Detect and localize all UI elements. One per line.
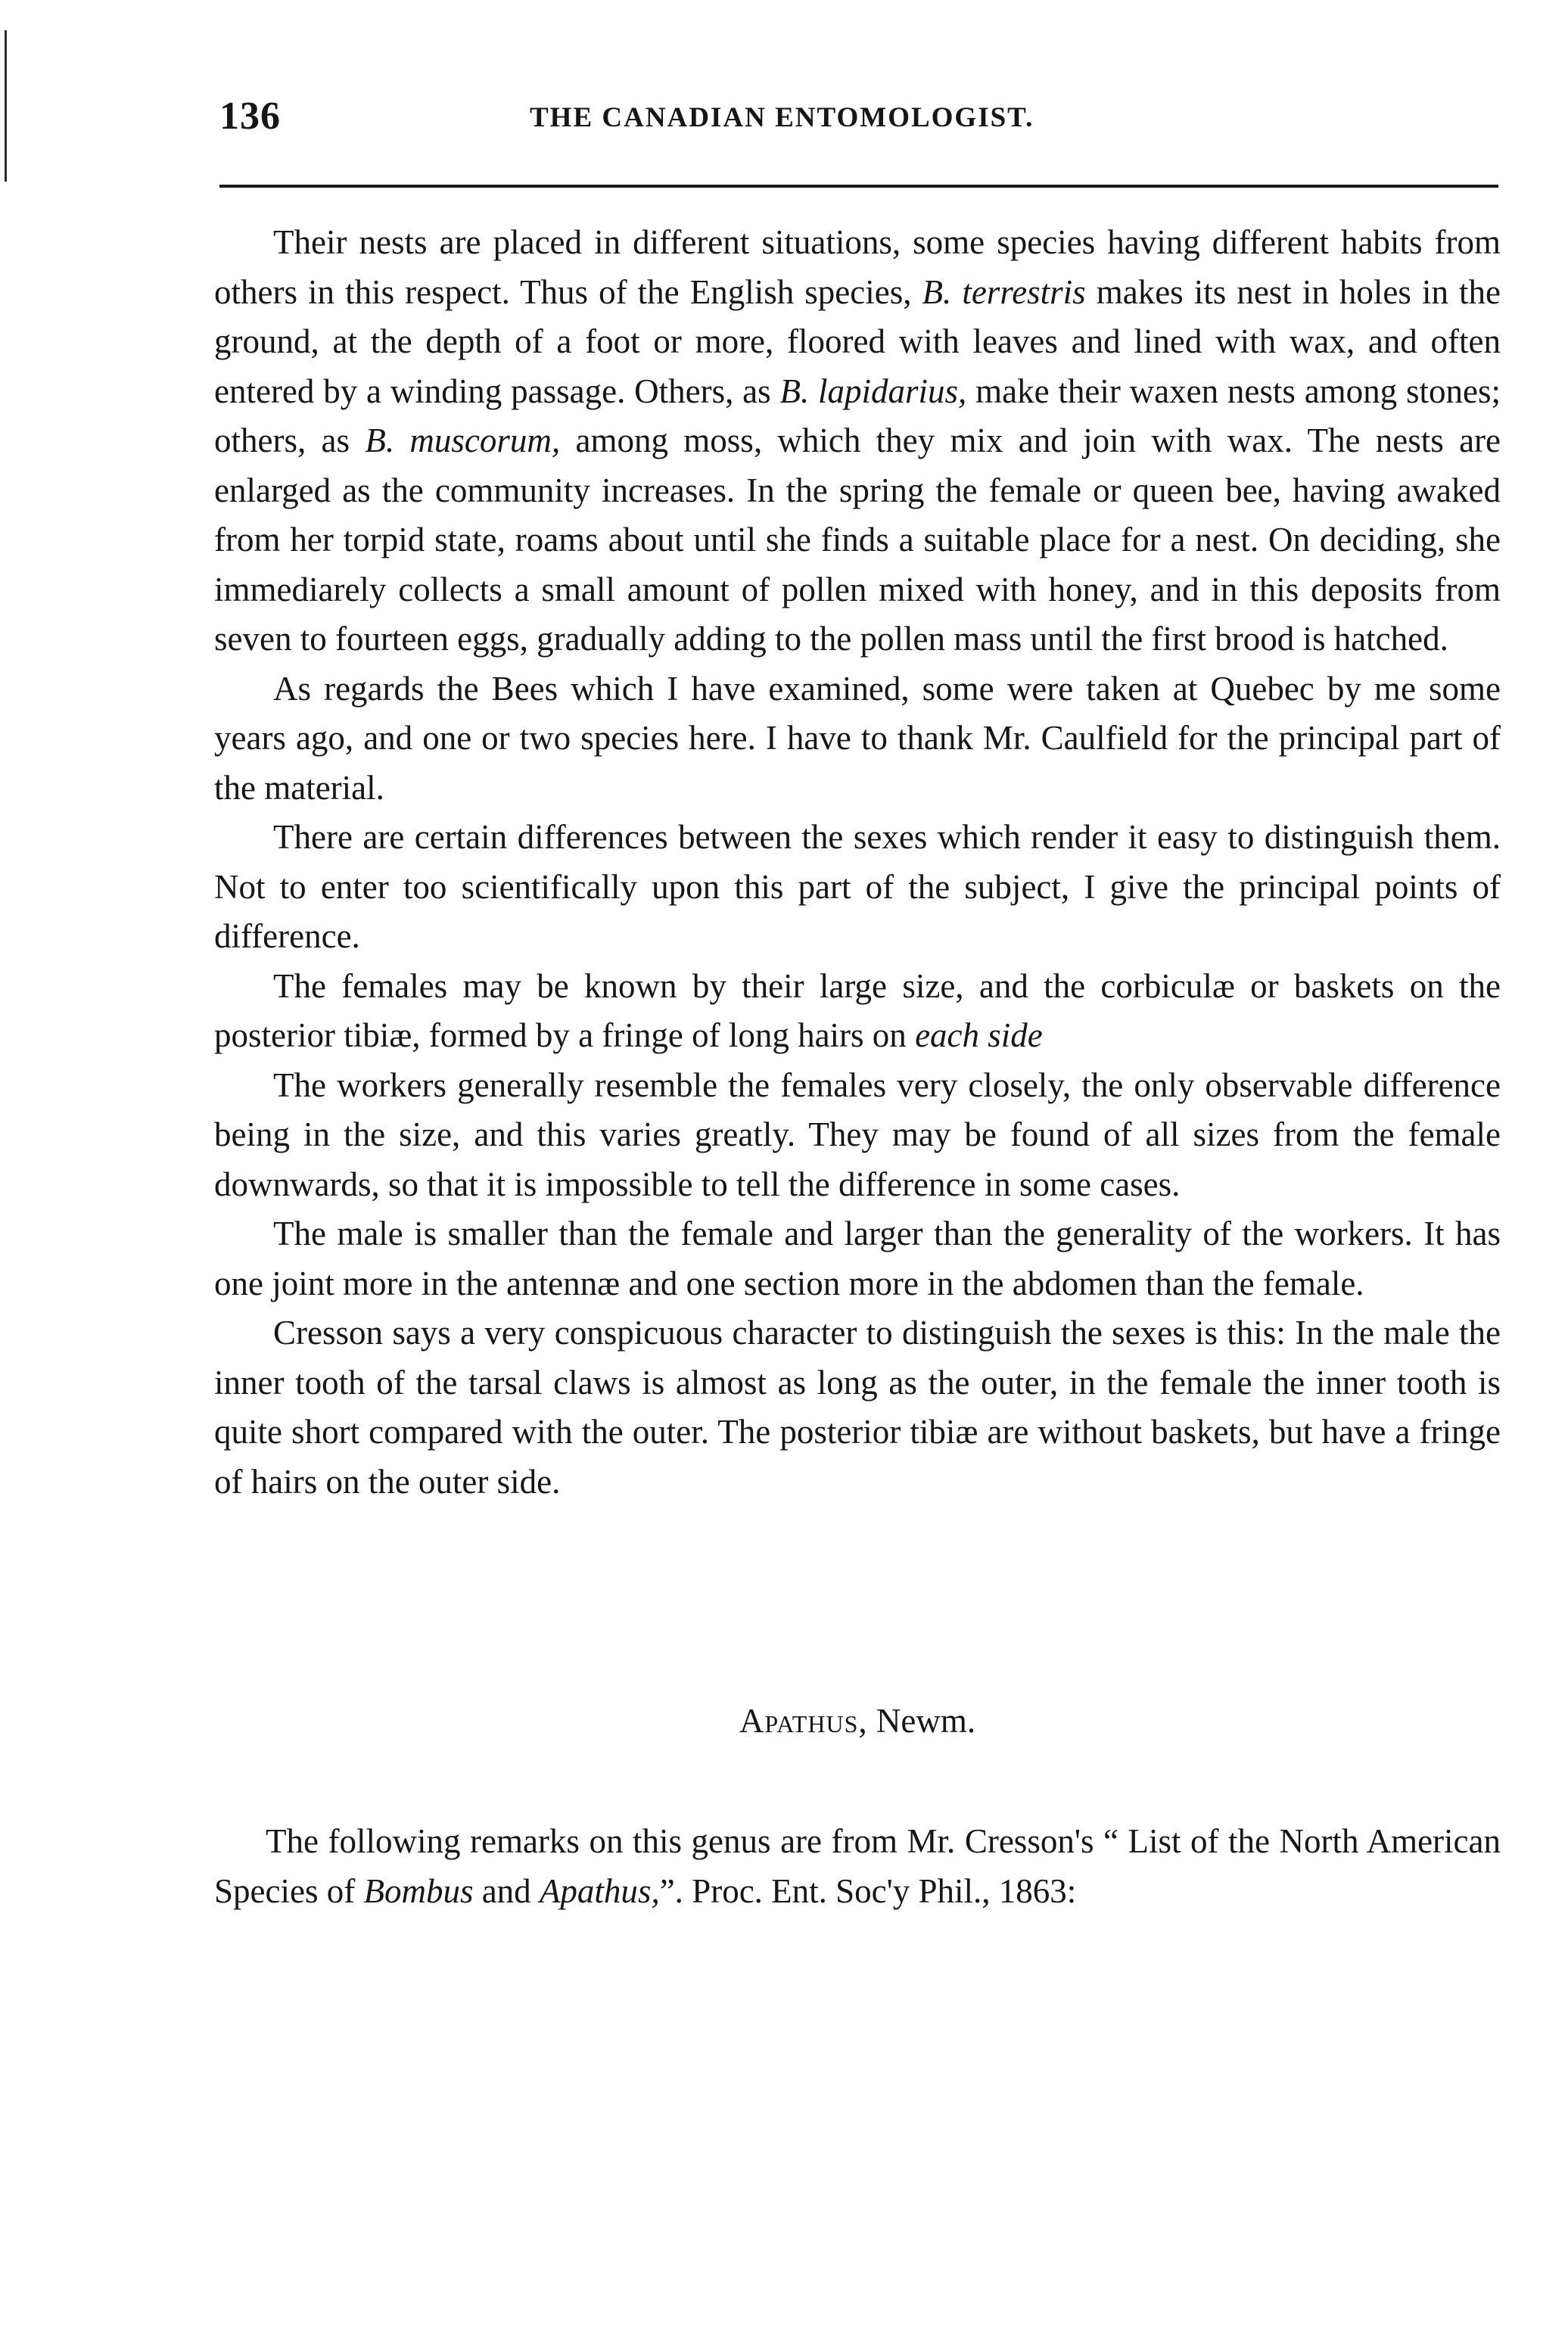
header-rule xyxy=(219,185,1498,188)
body-paragraph xyxy=(214,813,1501,962)
text-run: The females may be known by their large size, and the corbiculæ or baskets on the posterior tibiæ, formed by a fringe of long hairs on xyxy=(214,966,1501,1054)
italic-text-run: B. muscorum, xyxy=(365,422,561,459)
italic-text-run: each side xyxy=(915,1016,1043,1054)
closing-paragraph xyxy=(214,1816,1501,1916)
genus-author: Newm. xyxy=(876,1702,976,1740)
page-header xyxy=(212,91,1498,159)
italic-text-run: B. lapidarius, xyxy=(779,372,967,410)
body-paragraph xyxy=(214,1209,1501,1308)
text-run: and xyxy=(473,1872,540,1910)
text-run: The workers generally resemble the females very closely, the only observable difference being in the size, and this varies greatly. They may be found of all sizes from the female downwards, so that it is impossible to tell the difference in some cases. xyxy=(214,1066,1501,1203)
italic-text-run: B. terrestris xyxy=(922,272,1086,311)
section-heading xyxy=(214,1697,1501,1746)
text-run: ”. Proc. Ent. Soc'y Phil., 1863: xyxy=(659,1872,1077,1910)
text-run: There are certain differences between the sexes which render it easy to distinguish them. Not to enter too scientifically upon this part of the subject, I give the principal points of difference. xyxy=(214,818,1501,955)
body-paragraph xyxy=(214,664,1501,814)
body-paragraph xyxy=(214,1308,1501,1507)
text-run: Their nests are placed in different situations, some species having different habits from others in this respect. Thus of the English species, xyxy=(214,223,1501,311)
text-run: The male is smaller than the female and larger than the generality of the workers. It has one joint more in the antennæ and one section more in the abdomen than the female. xyxy=(214,1215,1501,1302)
body-text xyxy=(214,218,1501,1507)
closing-text xyxy=(214,1816,1501,1916)
running-title: THE CANADIAN ENTOMOLOGIST. xyxy=(530,102,1034,133)
body-paragraph xyxy=(214,218,1501,664)
text-run: As regards the Bees which I have examined, some were taken at Quebec by me some years ago, and one or two species here. I have to thank Mr. Caulfield for the principal part of the material. xyxy=(214,669,1501,807)
text-run: The following remarks on this genus are from Mr. Cresson's “ List of the North American Species of xyxy=(214,1822,1501,1910)
scan-edge-mark xyxy=(5,30,7,182)
page-number: 136 xyxy=(219,95,281,138)
text-run: makes its nest in holes in the ground, at the depth of a foot or more, floored with leaves and lined with wax, and often entered by a winding passage. Others, as xyxy=(214,272,1501,410)
italic-text-run: Apathus, xyxy=(539,1872,660,1910)
genus-name: Apathus, xyxy=(739,1702,868,1740)
body-paragraph xyxy=(214,962,1501,1061)
text-run: among moss, which they mix and join with wax. The nests are enlarged as the community increases. In the spring the female or queen bee, having awaked from her torpid state, roams about until she finds a suitable place for a nest. On deciding, she immediarely collects a small amount of pollen mixed with honey, and in this deposits from seven to fourteen eggs, gradually adding to the pollen mass until the first brood is hatched. xyxy=(214,422,1501,658)
italic-text-run: Bombus xyxy=(363,1872,474,1910)
text-run: Cresson says a very conspicuous character to distinguish the sexes is this: In the male the inner tooth of the tarsal claws is almost as long as the outer, in the female the inner tooth is quite short compared with the outer. The posterior tibiæ are without baskets, but have a fringe of hairs on the outer side. xyxy=(214,1314,1501,1501)
text-run: make their waxen nests among stones; others, as xyxy=(214,372,1501,459)
body-paragraph xyxy=(214,1061,1501,1210)
